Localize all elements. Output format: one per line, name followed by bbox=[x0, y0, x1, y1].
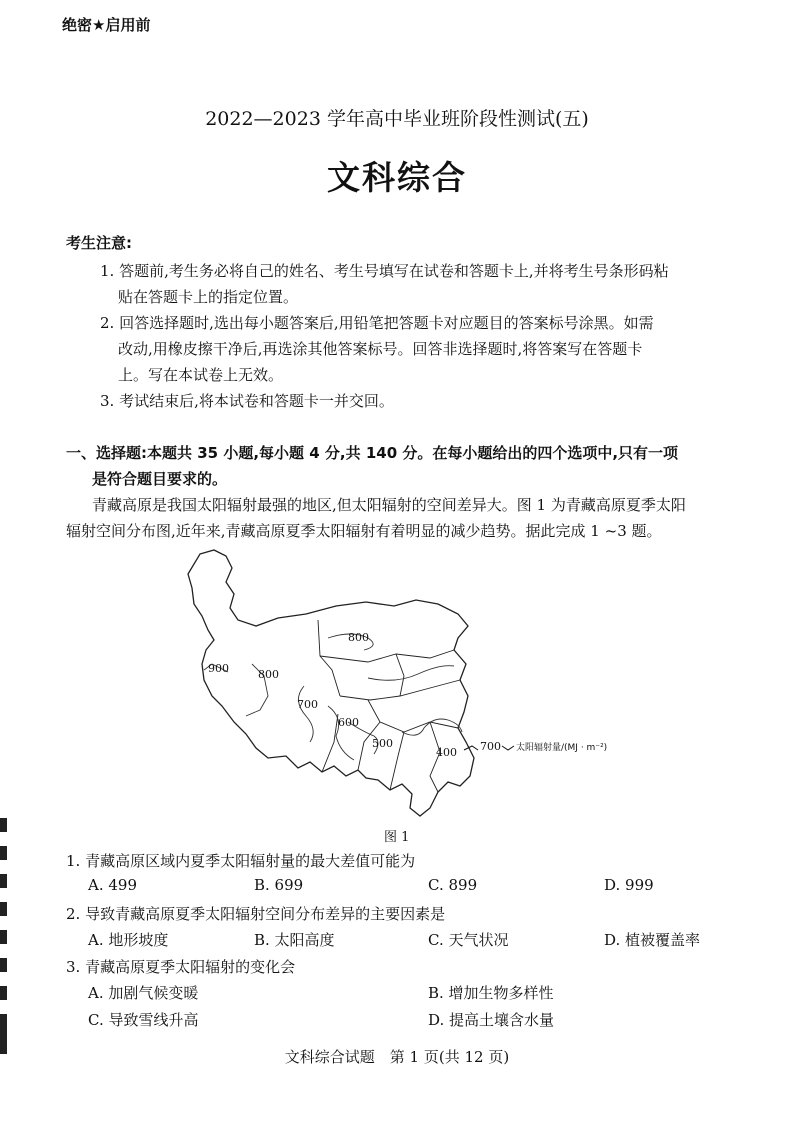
option-a: A. 地形坡度 bbox=[88, 931, 169, 949]
internal-boundaries bbox=[318, 620, 460, 792]
notice-line: 上。写在本试卷上无效。 bbox=[118, 366, 284, 384]
notice-heading: 考生注意: bbox=[66, 234, 132, 252]
notice-line: 2. 回答选择题时,选出每小题答案后,用铅笔把答题卡对应题目的答案标号涂黑。如需 bbox=[100, 314, 654, 332]
intro-text: 辐射空间分布图,近年来,青藏高原夏季太阳辐射有着明显的减少趋势。据此完成 1 ~3 题。 bbox=[66, 522, 662, 540]
binding-mark bbox=[0, 986, 7, 1000]
binding-mark bbox=[0, 958, 7, 972]
exam-title: 2022—2023 学年高中毕业班阶段性测试(五) bbox=[205, 108, 589, 130]
option-a: A. 499 bbox=[88, 876, 137, 894]
option-c: C. 天气状况 bbox=[428, 931, 509, 949]
notice-line: 3. 考试结束后,将本试卷和答题卡一并交回。 bbox=[100, 392, 394, 410]
option-d: D. 植被覆盖率 bbox=[604, 931, 701, 949]
section-heading: 是符合题目要求的。 bbox=[92, 470, 228, 488]
question-stem: 2. 导致青藏高原夏季太阳辐射空间分布差异的主要因素是 bbox=[66, 905, 446, 923]
contour-label: 400 bbox=[436, 746, 457, 759]
contour-label: 900 bbox=[208, 662, 229, 675]
binding-mark bbox=[0, 874, 7, 888]
radiation-map bbox=[168, 546, 648, 822]
option-b: B. 699 bbox=[254, 876, 304, 894]
confidential-label: 绝密★启用前 bbox=[62, 16, 151, 34]
binding-mark bbox=[0, 846, 7, 860]
legend-value: 700 bbox=[480, 740, 501, 753]
contour-label: 800 bbox=[348, 631, 369, 644]
page-footer: 文科综合试题 第 1 页(共 12 页) bbox=[284, 1048, 510, 1066]
question-stem: 1. 青藏高原区域内夏季太阳辐射量的最大差值可能为 bbox=[66, 852, 416, 870]
isolines bbox=[204, 634, 462, 760]
legend-line bbox=[502, 746, 514, 750]
intro-text: 青藏高原是我国太阳辐射最强的地区,但太阳辐射的空间差异大。图 1 为青藏高原夏季太阳 bbox=[92, 496, 686, 514]
option-a: A. 加剧气候变暖 bbox=[88, 984, 199, 1002]
contour-label: 700 bbox=[297, 698, 318, 711]
option-b: B. 太阳高度 bbox=[254, 931, 335, 949]
binding-mark bbox=[0, 1014, 7, 1054]
subject-title: 文科综合 bbox=[327, 158, 467, 197]
notice-line: 1. 答题前,考生务必将自己的姓名、考生号填写在试卷和答题卡上,并将考生号条形码粘 bbox=[100, 262, 669, 280]
binding-mark bbox=[0, 818, 7, 832]
binding-mark bbox=[0, 902, 7, 916]
legend-line bbox=[464, 746, 478, 750]
plateau-outline bbox=[188, 550, 474, 816]
option-d: D. 999 bbox=[604, 876, 654, 894]
notice-line: 改动,用橡皮擦干净后,再选涂其他答案标号。回答非选择题时,将答案写在答题卡 bbox=[118, 340, 643, 358]
option-d: D. 提高土壤含水量 bbox=[428, 1011, 555, 1029]
option-c: C. 899 bbox=[428, 876, 478, 894]
section-heading: 一、选择题:本题共 35 小题,每小题 4 分,共 140 分。在每小题给出的四个选项中,只有一项 bbox=[66, 444, 679, 462]
notice-line: 贴在答题卡上的指定位置。 bbox=[118, 288, 299, 306]
legend-label: 太阳辐射量/(MJ · m⁻²) bbox=[516, 743, 608, 753]
figure-caption: 图 1 bbox=[384, 830, 410, 845]
option-b: B. 增加生物多样性 bbox=[428, 984, 554, 1002]
contour-label: 800 bbox=[258, 668, 279, 681]
binding-mark bbox=[0, 930, 7, 944]
option-c: C. 导致雪线升高 bbox=[88, 1011, 199, 1029]
question-stem: 3. 青藏高原夏季太阳辐射的变化会 bbox=[66, 958, 296, 976]
contour-label: 500 bbox=[372, 737, 393, 750]
contour-label: 600 bbox=[338, 716, 359, 729]
